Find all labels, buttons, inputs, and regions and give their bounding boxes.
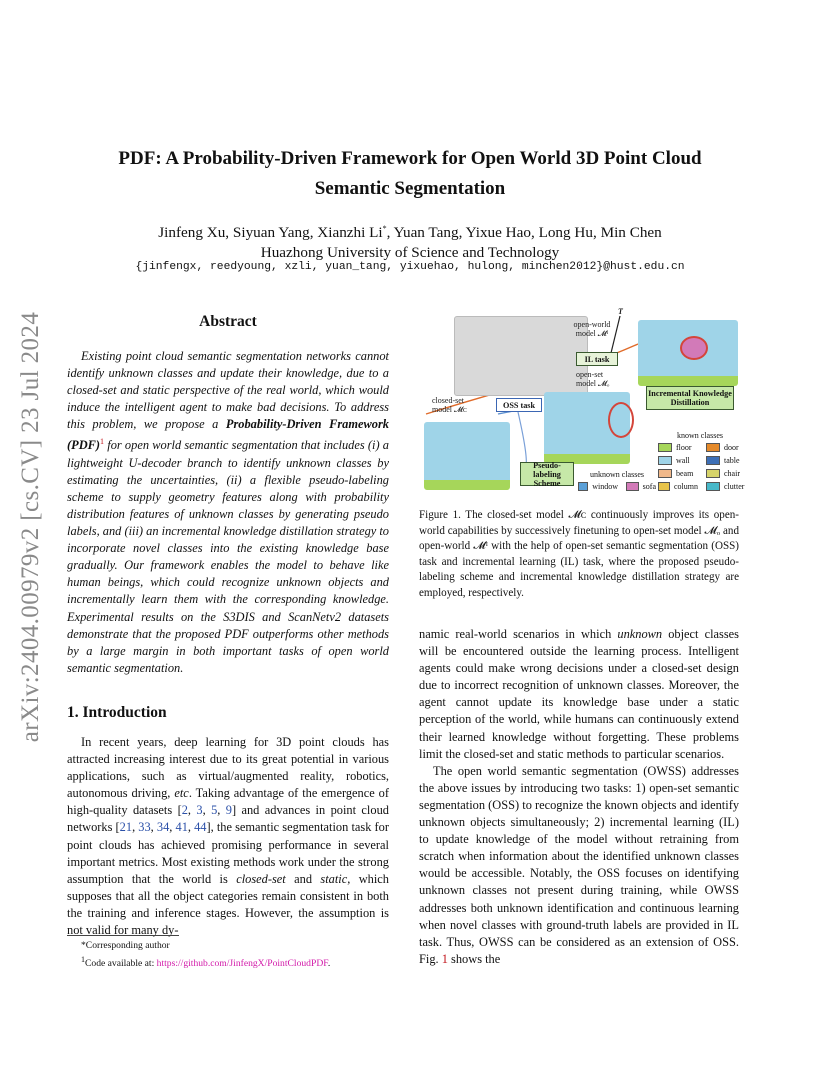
code-url-link[interactable]: https://github.com/JinfengX/PointCloudPDF (156, 958, 328, 970)
unknown-highlight-ellipse (608, 402, 634, 438)
right-column-body: namic real-world scenarios in which unknown object classes will be encountered outside the learning process. Intelligent agents could make wrong decisions under a closed-set design due to incorrect recognition of unknown classes. Moreover, the agent cannot update its knowledge base under a static perception of the world, while humans can continuously extend their learned knowledge without forgetting. These problems limit the closed-set and static methods to particular scenarios. The open world semantic segmentation (OWSS) addresses the above issues by introducing two tasks: 1) open-set semantic segmentation (OSS) to recognize the known objects and identify unknown objects simultaneously; 2) incremental learning (IL) to update knowledge of the model without retraining from scratch when information about the identified unknown classes would be accessible. Notably, the OSS focuses on identifying unknown classes not present during training, while OWSS addresses both unknown identification and continuous learning when novel classes with ground-truth labels are provided in IL task. Thus, OWSS can be considered as an extension of OSS. Fig. 1 shows the (419, 627, 740, 966)
table-swatch (706, 456, 720, 465)
citation-link[interactable]: 5 (211, 803, 218, 818)
il-task-box: IL task (576, 352, 618, 366)
arxiv-stamp: arXiv:2404.00979v2 [cs.CV] 23 Jul 2024 (17, 311, 45, 743)
segmented-scene-closed (424, 422, 510, 490)
citation-link[interactable]: 3 (196, 803, 203, 818)
footnotes (67, 939, 397, 971)
author-emails: {jinfengx, reedyoung, xzli, yuan_tang, yixuehao, hulong, minchen2012}@hust.edu.cn (135, 261, 685, 273)
citation-link[interactable]: 9 (225, 803, 232, 818)
door-swatch (706, 443, 720, 452)
sofa-highlight-ellipse (680, 336, 708, 360)
known-classes-legend: known classes floor door wall table beam chair column clutter (658, 430, 746, 493)
unknown-classes-legend: unknown classes window sofa (578, 470, 656, 493)
figure-1-caption: Figure 1. The closed-set model 𝓜ᴄ continuously improves its open-world capabilities by successively finetuning to open-set model 𝓜ₒ and open-world 𝓜ᴵ with the help of open-set semantic segmentation (OSS) task and incremental learning (IL) task, where the proposed pseudo-labeling scheme and incremental knowledge distillation strategy are employed, respectively. (419, 509, 739, 599)
citation-link[interactable]: 21 (119, 820, 133, 835)
window-swatch (578, 482, 588, 491)
citation-link[interactable]: 33 (138, 820, 151, 835)
oss-task-box: OSS task (496, 398, 542, 412)
citation-link[interactable]: 34 (156, 820, 170, 835)
time-axis-label: T (618, 307, 623, 316)
paper-title: PDF: A Probability-Driven Framework for Open World 3D Point Cloud Semantic Segmentation (118, 148, 702, 199)
beam-swatch (658, 469, 672, 478)
intro-heading: 1. Introduction (67, 704, 167, 721)
point-cloud-scene-gray (454, 316, 588, 396)
footnote-corresponding: *Corresponding author (81, 940, 170, 951)
intro-body: In recent years, deep learning for 3D point clouds has attracted increasing interest due to its great potential in various applications, such as virtual/augmented reality, robotics, autonomous driving, etc. Taking advantage of the emergence of high-quality datasets [2, 3, 5, 9] and advances in point cloud networks [21, 33, 34, 41, 44], the semantic segmentation task for point clouds has achieved promising performance in several important metrics. Most existing methods work under the strong assumption that the world is closed-set and static, which supposes that all the object categories remain consistent in both the training and inference stages. However, the assumption is not valid for many dy- (67, 735, 389, 938)
footnote-rule (67, 935, 179, 936)
clutter-swatch (706, 482, 720, 491)
figure-1-reference[interactable]: 1 (441, 951, 448, 966)
chair-swatch (706, 469, 720, 478)
citation-link[interactable]: 41 (175, 820, 188, 835)
open-set-model-label: open-set model 𝓜ₒ (576, 370, 610, 388)
pseudo-labeling-box: Pseudo-labeling Scheme (520, 462, 574, 486)
incremental-distillation-box: Incremental Knowledge Distillation (646, 386, 734, 410)
affiliation: Huazhong University of Science and Technology (260, 244, 560, 262)
closed-set-model-label: closed-set model 𝓜ᴄ (432, 396, 467, 414)
floor-swatch (658, 443, 672, 452)
abstract-heading: Abstract (199, 313, 257, 330)
figure-1 (418, 306, 744, 500)
citation-link[interactable]: 44 (194, 820, 207, 835)
author-block: Jinfeng Xu, Siyuan Yang, Xianzhi Li*, Yuan Tang, Yixue Hao, Long Hu, Min Chen Huazhong University of Science and Technology (60, 219, 760, 263)
abstract-body: Existing point cloud semantic segmentation networks cannot identify unknown classes and update their knowledge, due to a closed-set and static perspective of the real world, which would induce the intelligent agent to make bad decisions. To address this problem, we propose a Probability-Driven Framework (PDF)$^1$ for open world semantic segmentation that includes (i) a lightweight U-decoder branch to identify unknown classes by estimating the uncertainties, (ii) a flexible pseudo-labeling scheme to supply geometry features along with probability distribution features of unknown classes by generating pseudo labels, and (iii) an incremental knowledge distillation strategy to incorporate novel classes into the existing knowledge base gradually. Our framework enables the model to behave like human beings, which could recognize unknown objects and incrementally learn them with the corresponding knowledge. Experimental results on the S3DIS and ScanNetv2 datasets demonstrate that the proposed PDF outperforms other methods by a large margin in both important tasks of open world semantic segmentation. (67, 349, 389, 675)
sofa-swatch (626, 482, 639, 491)
wall-swatch (658, 456, 672, 465)
footnote-code: $^1$Code available at: https://github.com/JinfengX/PointCloudPDF. (81, 955, 331, 970)
column-swatch (658, 482, 670, 491)
citation-link[interactable]: 2 (181, 803, 188, 818)
open-world-model-label: open-world model 𝓜ᴵ (573, 320, 611, 338)
